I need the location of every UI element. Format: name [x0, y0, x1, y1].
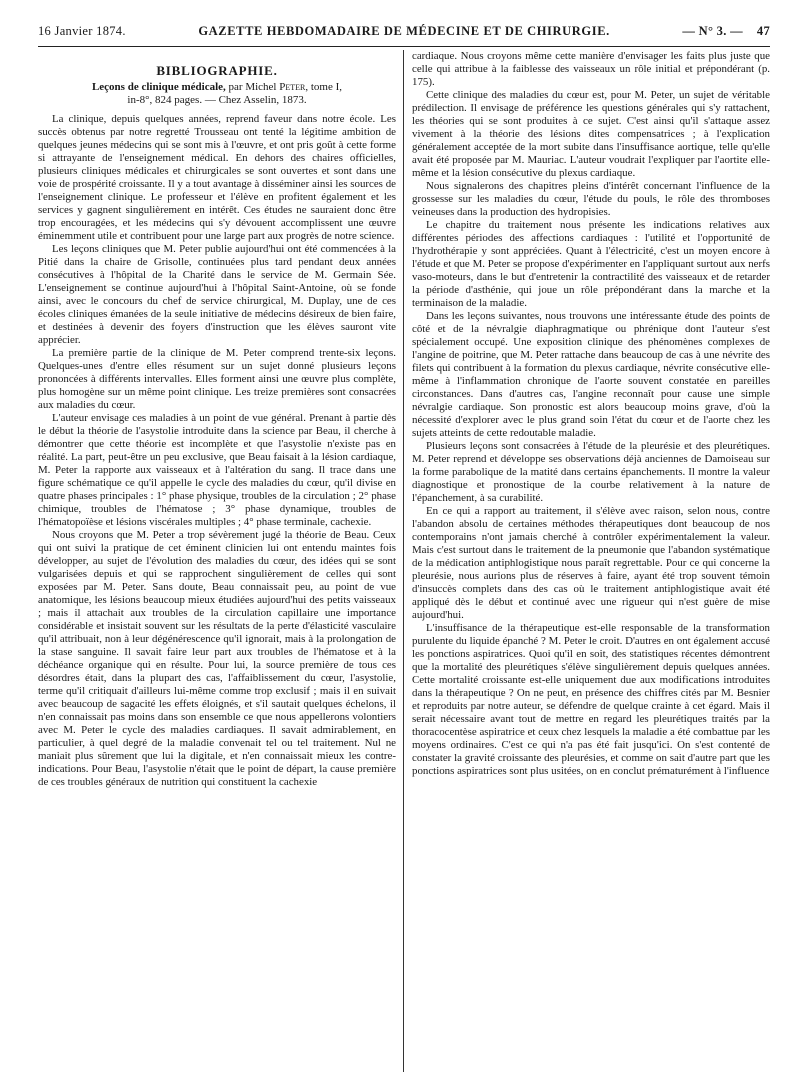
section-title: BIBLIOGRAPHIE. — [156, 63, 278, 78]
header-date: 16 Janvier 1874. — [38, 24, 126, 38]
book-details: in-8°, 824 pages. — Chez Asselin, 1873. — [127, 94, 307, 106]
two-column-body — [38, 50, 770, 1072]
header-title: GAZETTE HEBDOMADAIRE DE MÉDECINE ET DE CHIRURGIE. — [198, 24, 610, 38]
paragraph: Les leçons cliniques que M. Peter publie aujourd'hui ont été commencées à la Pitié dans la chaire de Grisolle, continuées plus tard pendant deux années consécutives à l'hôpital de la Charité dans le service de M. Germain Sée. L'enseignement se continue aujourd'hui à l'hôpital Saint-Antoine, où se fonde ainsi, avec le concours du chef de service chirurgical, M. Duplay, une de ces écoles cliniques émanées de la seule initiative de médecins désireux de bien faire, et destinées à devenir des foyers d'instruction que les élèves sauront vite apprécier. — [38, 243, 396, 346]
left-column — [38, 50, 396, 1072]
book-rest: , tome I, — [305, 81, 343, 93]
header-issue: — N° 3. — — [682, 24, 743, 38]
paragraph: L'insuffisance de la thérapeutique est-elle responsable de la transformation purulente du liquide épanché ? M. Peter le croit. D'autres en ont également accusé les ponctions aspiratrices. Quoi qu'il en soit, des statistiques récentes démontrent que la mortalité des pleurétiques s'élève singulièrement depuis quelques années. Cette mortalité croissante est-elle uniquement due aux modifications introduites dans la thérapeutique ? On ne peut, en présence des chiffres cités par M. Besnier et reproduits par notre auteur, se défendre de quelque crainte à cet égard. Mais il serait nécessaire avant tout de mettre en regard les pleurétiques traités par la thoracocentèse aspiratrice et ceux chez lesquels la maladie a été combattue par les moyens ordinaires. C'est ce qui n'a pas été fait jusqu'ici. On s'est contenté de constater la gravité croissante des pleurésies, et comme on sait d'autre part que les ponctions aspiratrices sont plus usitées, on en conclut prématurément à l'influence — [412, 622, 770, 777]
paragraph: La clinique, depuis quelques années, reprend faveur dans notre école. Les succès obtenus par notre regretté Trousseau ont tenté la légitime ambition de quelques jeunes médecins qui se sont mis à l'œuvre, et ont pris goût à cette forme si attrayante de l'enseignement médical. En dehors des chaires officielles, plusieurs cliniques médicales et chirurgicales se sont ouvertes et sont dans une voie de prospérité croissante. Il y a tout avantage à disséminer ainsi les sources de l'enseignement clinique. Le professeur et l'élève en profitent également et les services y gagnent singulièrement en intérêt. Ces études ne sauraient donc être trop encouragées, et les médecins qui s'y dévouent accomplissent une œuvre éminemment utile et contribuent pour une large part aux progrès de notre science. — [38, 113, 396, 242]
paragraph: En ce qui a rapport au traitement, il s'élève avec raison, selon nous, contre l'abandon absolu de certaines méthodes thérapeutiques dont beaucoup de nos contemporains n'ont jamais cherché à contrôler expérimentalement la valeur. Mais c'est surtout dans le traitement de la pneumonie que l'abandon systématique de la médication antiphlogistique nous paraît regrettable. Pour ce qui concerne la pleurésie, nous aurions plus de réserves à faire, ayant été trop souvent témoin d'insuccès complets dans des cas où le traitement antiphlogistique avait été appliqué dès le début et continué avec une rigueur qui n'est guère de mise aujourd'hui. — [412, 505, 770, 621]
paragraph: Plusieurs leçons sont consacrées à l'étude de la pleurésie et des pleurétiques. M. Peter reprend et développe ses observations déjà anciennes de Damoiseau sur la forme parabolique de la matité dans certains épanchements. Il montre la valeur diagnostique et pronostique de la courbe relativement à la nature de l'épanchement, à sa curabilité. — [412, 440, 770, 504]
header-page-number: 47 — [756, 24, 770, 38]
paragraph: Dans les leçons suivantes, nous trouvons une intéressante étude des points de côté et de la névralgie diaphragmatique ou phrénique dont l'auteur s'est spécialement occupé. Une exposition clinique des phénomènes complexes de l'angine de poitrine, que M. Peter rattache dans beaucoup de cas à une névrite des filets qui contribuent à la formation du plexus cardiaque, névrite consécutive elle-même à l'inflammation chronique de l'aorte souvent constatée en pareilles circonstances. Dans d'autres cas, l'angine reconnaît pour cause une simple névralgie cardiaque. Son pronostic est alors beaucoup moins grave, d'où la nécessité d'explorer avec le plus grand soin l'état du cœur et de l'aorte chez les sujets atteints de cette redoutable maladie. — [412, 310, 770, 439]
newspaper-page — [38, 24, 770, 1074]
paragraph: La première partie de la clinique de M. Peter comprend trente-six leçons. Quelques-unes d'entre elles résument sur un sujet donné plusieurs leçons prononcées à différents intervalles. Elles forment ainsi une œuvre plus complète, plus homogène sur un même point clinique. Les treize premières sont consacrées aux maladies du cœur. — [38, 347, 396, 411]
book-title: Leçons de clinique médicale, — [91, 81, 226, 93]
paragraph: L'auteur envisage ces maladies à un point de vue général. Prenant à partie dès le début la théorie de l'asystolie introduite dans la science par Beau, il cherche à démontrer que cette théorie est incomplète et que l'asystolie n'existe pas en réalité. La part, peut-être un peu exclusive, que Beau faisait à la lésion cardiaque, M. Peter la rapporte aux vaisseaux et à l'altération du sang. Il trace dans une figure schématique ce qu'il appelle le cycle des maladies du cœur, qu'il divise en quatre phases principales : 1° phase physique, troubles de la circulation ; 2° phase chimique, troubles de l'hématose ; 3° phase dynamique, troubles de l'hématopoïèse et lésions viscérales multiples ; 4° phase terminale, cachexie. — [38, 412, 396, 528]
right-column — [412, 50, 770, 1072]
book-reference — [38, 81, 396, 107]
book-by: par Michel — [228, 81, 280, 93]
book-author: Peter — [279, 81, 306, 93]
header-rule — [38, 46, 770, 47]
header-right — [682, 24, 770, 39]
paragraph: Cette clinique des maladies du cœur est, pour M. Peter, un sujet de véritable prédilection. Il envisage de préférence les questions générales qui s'y rattachent, les théories qui se sont produites à ce sujet. C'est ainsi qu'il s'attaque assez vivement à la théorie des lésions dites compensatrices ; à l'explication généralement acceptée de la mort subite dans l'insuffisance aortique, telle qu'elle avait été proposée par M. Mauriac. L'auteur voudrait l'expliquer par l'aortite elle-même et la lésion consécutive du plexus cardiaque. — [412, 89, 770, 179]
paragraph: Le chapitre du traitement nous présente les indications relatives aux différentes périodes des affections cardiaques : l'utilité et l'opportunité de l'hydrothérapie y sont appréciées. Quant à l'électricité, c'est un moyen encore à l'étude et que M. Peter se propose d'expérimenter en l'appliquant surtout aux nerfs vaso-moteurs, dans le but d'entretenir la contractilité des vaisseaux et de retarder la période d'asthénie, qui joue un rôle prépondérant dans la marche et la terminaison de la maladie. — [412, 219, 770, 309]
column-divider — [396, 50, 412, 1072]
paragraph: Nous croyons que M. Peter a trop sévèrement jugé la théorie de Beau. Ceux qui ont suivi la pratique de cet éminent clinicien lui ont entendu maintes fois développer, au sujet de l'évolution des maladies du cœur, des idées qui se sont vulgarisées depuis et qui se rapprochent singulièrement de celles qui sont exposées par M. Peter. Sans doute, Beau connaissait peu, au point de vue anatomique, les lésions beaucoup mieux étudiées aujourd'hui des petits vaisseaux ; mais il attachait aux troubles de la circulation capillaire une importance considérable et insistait souvent sur les résultats de la perte d'élasticité vasculaire qu'il attribuait, non à leur dégénérescence qu'il ignorait, mais à la prolongation de la stase sanguine. Il savait faire leur part aux troubles de l'hématose et à la déchéance organique qui en résulte. Pour lui, la source première de tous ces désordres était, dans la plupart des cas, l'affaiblissement du cœur, l'asystolie, terme qu'il critiquait d'ailleurs lui-même comme trop exclusif ; mais il en suivait avec beaucoup de sagacité les effets éloignés, et s'il sautait quelques échelons, il n'en connaissait pas moins dans son ensemble ce que nous appellerons volontiers avec M. Peter le cycle des maladies cardiaques. Il savait admirablement, en particulier, à quel degré de la maladie convenait tel ou tel traitement. Nul ne maniait plus sûrement que lui la digitale, et n'en connaissait mieux les contre-indications. Pour Beau, l'asystolie n'était que le point de départ, la cause première de ces troubles généraux de nutrition qui constituent la cachexie — [38, 529, 396, 788]
paragraph: Nous signalerons des chapitres pleins d'intérêt concernant l'influence de la grossesse sur les maladies du cœur, l'étude du pouls, le rôle des thromboses veineuses dans la production des hydropisies. — [412, 180, 770, 218]
paragraph: cardiaque. Nous croyons même cette manière d'envisager les faits plus juste que celle qui attribue à la faiblesse des vaisseaux un rôle initial et prépondérant (p. 175). — [412, 50, 770, 88]
page-header — [38, 24, 770, 44]
